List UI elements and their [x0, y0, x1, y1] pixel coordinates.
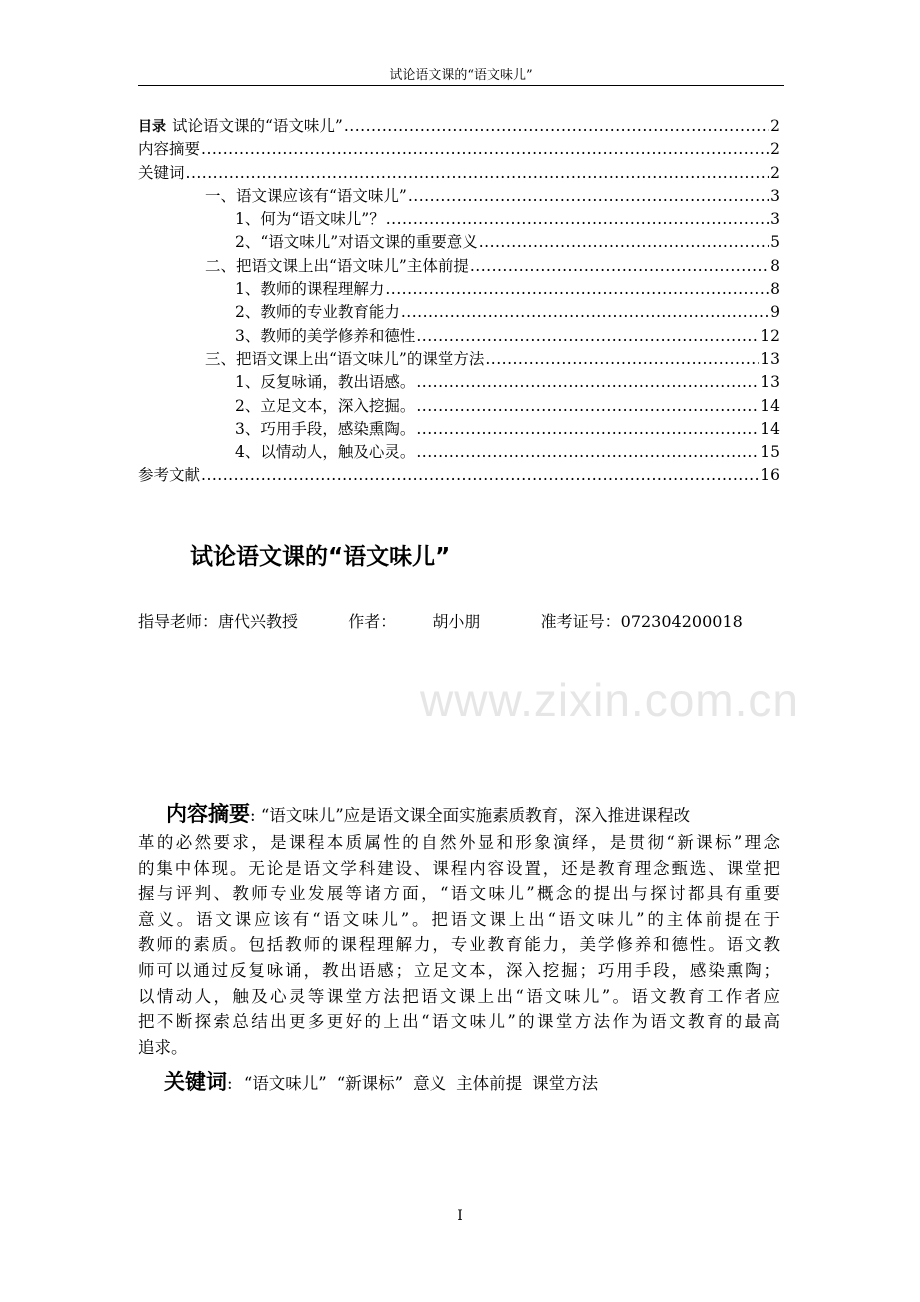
toc-entry-text: 2、立足文本，深入挖掘。: [235, 396, 416, 415]
keyword: “语文味儿”: [243, 1074, 327, 1093]
toc-leader-dots: [416, 420, 759, 438]
toc-entry[interactable]: [138, 161, 780, 184]
toc-entry-text: 试论语文课的“语文味儿”: [172, 117, 343, 135]
toc-entry-page: 8: [770, 280, 780, 299]
toc-leader-dots: [485, 350, 759, 368]
toc-entry[interactable]: [138, 370, 780, 393]
toc-leader-dots: [344, 117, 769, 135]
page-number: I: [457, 1208, 463, 1224]
toc-prefix: 目录: [138, 119, 166, 135]
toc-entry-text: 2、“语文味儿”对语文课的重要意义: [235, 233, 478, 252]
table-of-contents: [138, 114, 780, 487]
toc-entry[interactable]: [138, 137, 780, 160]
toc-entry[interactable]: [138, 277, 780, 300]
toc-entry-text: 1、教师的课程理解力: [235, 280, 385, 299]
toc-entry-page: 5: [770, 233, 780, 252]
keyword: “新课标”: [336, 1074, 404, 1093]
toc-entry[interactable]: [138, 230, 780, 253]
toc-entry-page: 14: [760, 396, 780, 415]
toc-entry-page: 13: [760, 349, 780, 368]
author-label: 作者：: [348, 612, 397, 631]
toc-entry-page: 16: [760, 466, 780, 485]
toc-entry-text: 3、巧用手段，感染熏陶。: [235, 419, 416, 438]
abstract-line: 意义。语文课应该有“语文味儿”。把语文课上出“语文味儿”的主体前提在于: [138, 909, 780, 929]
abstract-label: 内容摘要: [166, 802, 250, 826]
running-header: 试论语文课的“语文味儿”: [389, 68, 533, 83]
toc-entry[interactable]: [138, 347, 780, 370]
toc-entry-text: 二、把语文课上出“语文味儿”主体前提: [205, 256, 469, 275]
toc-leader-dots: [201, 466, 759, 484]
toc-entry-text: 2、教师的专业教育能力: [235, 303, 400, 322]
toc-entry-page: 14: [760, 419, 780, 438]
document-title: 试论语文课的“语文味儿”: [190, 544, 451, 570]
keywords-label: 关键词: [164, 1070, 227, 1094]
toc-leader-dots: [416, 373, 759, 391]
keywords: [164, 1066, 608, 1096]
toc-entry-text: 参考文献: [138, 466, 201, 485]
toc-entry-text: 一、语文课应该有“语文味儿”: [205, 186, 407, 205]
toc-entry-page: 2: [770, 140, 780, 159]
keyword: 课堂方法: [532, 1074, 599, 1093]
exam-id-label: 准考证号：: [540, 612, 621, 631]
toc-entry-page: 13: [760, 373, 780, 392]
toc-entry-page: 9: [770, 303, 780, 322]
toc-leader-dots: [470, 257, 769, 275]
exam-id: 072304200018: [620, 612, 743, 631]
toc-entry-page: 3: [770, 186, 780, 205]
abstract-first-line: “语文味儿”应是语文课全面实施素质教育，深入推进课程改: [260, 806, 691, 825]
keyword: 主体前提: [456, 1074, 523, 1093]
toc-leader-dots: [479, 233, 769, 251]
author-info: [138, 609, 743, 632]
toc-entry-text: 1、反复咏诵，教出语感。: [235, 373, 416, 392]
abstract-line: 革的必然要求，是课程本质属性的自然外显和形象演绎，是贯彻“新课标”理念: [138, 833, 780, 852]
toc-leader-dots: [416, 327, 759, 345]
toc-entry-text: 1、何为“语文味儿”？: [235, 210, 385, 229]
toc-entry-page: 3: [770, 210, 780, 229]
toc-entry-page: 2: [770, 163, 780, 182]
toc-entry[interactable]: [138, 440, 780, 463]
toc-leader-dots: [416, 443, 759, 461]
toc-leader-dots: [186, 164, 770, 182]
toc-leader-dots: [401, 303, 769, 321]
advisor-label: 指导老师：: [138, 612, 219, 631]
abstract: [138, 798, 780, 1060]
abstract-line: 追求。: [138, 1037, 188, 1057]
abstract-line: 把不断探索总结出更多更好的上出“语文味儿”的课堂方法作为语文教育的最高: [138, 1012, 780, 1032]
toc-entry-text: 关键词: [138, 163, 185, 182]
toc-entry[interactable]: [138, 394, 780, 417]
toc-entry-page: 2: [770, 117, 780, 135]
toc-entry[interactable]: [138, 300, 780, 323]
watermark: www.zixin.com.cn: [420, 674, 799, 726]
toc-entry-page: 15: [760, 443, 780, 462]
abstract-line: 师可以通过反复咏诵，教出语感；立足文本，深入挖掘；巧用手段，感染熏陶；: [138, 960, 780, 980]
toc-leader-dots: [386, 210, 769, 228]
toc-leader-dots: [385, 280, 769, 298]
abstract-line: 握与评判、教师专业发展等诸方面，“语文味儿”概念的提出与探讨都具有重要: [138, 884, 780, 904]
toc-leader-dots: [416, 397, 759, 415]
toc-entry-text: 4、以情动人，触及心灵。: [235, 443, 416, 462]
keyword: 意义: [413, 1074, 447, 1093]
keywords-colon: :: [227, 1074, 233, 1093]
abstract-line: 的集中体现。无论是语文学科建设、课程内容设置，还是教育理念甄选、课堂把: [138, 858, 780, 878]
toc-entry-text: 3、教师的美学修养和德性: [235, 326, 416, 345]
abstract-colon: :: [250, 806, 256, 825]
header-rule: [138, 85, 784, 86]
toc-leader-dots: [408, 187, 769, 205]
toc-entry-text: 内容摘要: [138, 140, 201, 159]
toc-entry[interactable]: [138, 184, 780, 207]
toc-entry[interactable]: [138, 417, 780, 440]
toc-entry-page: 12: [760, 326, 780, 345]
advisor-name: 唐代兴教授: [218, 612, 299, 631]
abstract-line: 以情动人，触及心灵等课堂方法把语文课上出“语文味儿”。语文教育工作者应: [138, 986, 780, 1006]
toc-leader-dots: [201, 140, 769, 158]
toc-entry[interactable]: [138, 114, 780, 137]
toc-entry-page: 8: [770, 256, 780, 275]
toc-entry[interactable]: [138, 254, 780, 277]
author-name: 胡小朋: [432, 612, 481, 631]
abstract-line: 教师的素质。包括教师的课程理解力，专业教育能力，美学修养和德性。语文教: [138, 935, 780, 955]
toc-entry[interactable]: [138, 207, 780, 230]
toc-entry-text: 三、把语文课上出“语文味儿”的课堂方法: [205, 349, 485, 368]
toc-entry[interactable]: [138, 324, 780, 347]
toc-entry[interactable]: [138, 463, 780, 486]
